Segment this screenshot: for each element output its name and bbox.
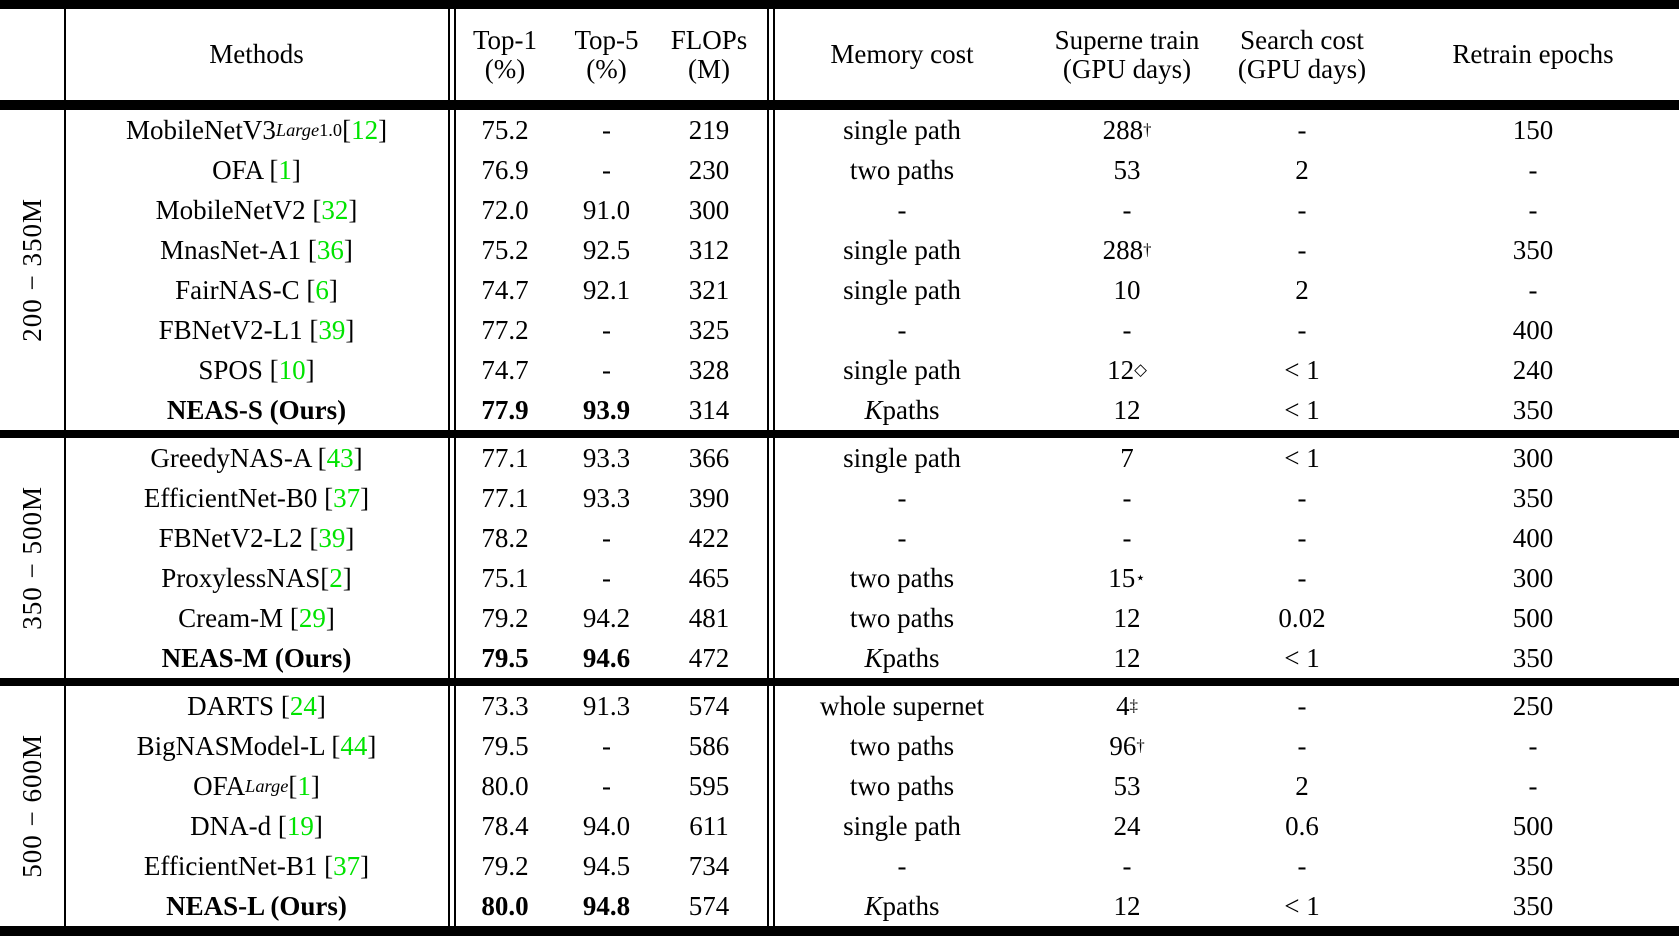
search-cost-cell: 0.02 (1278, 602, 1326, 633)
flops-cell: 611 (689, 810, 729, 841)
supernet-train-cell: 12 ◇ (1107, 354, 1147, 385)
retrain-epochs-cell: 350 (1512, 482, 1554, 513)
retrain-epochs-cell: 350 (1512, 850, 1554, 881)
supernet-train-cell: 53 (1113, 154, 1141, 185)
retrain-epochs-cell: 400 (1512, 522, 1554, 553)
search-cost-cell: - (1297, 730, 1307, 761)
header-search-line2: (GPU days) (1237, 53, 1367, 84)
citation-link[interactable]: 44 (340, 730, 368, 761)
search-cost-cell: - (1297, 194, 1307, 225)
header-retrain-epochs: Retrain epochs (1452, 39, 1614, 70)
header-separator-rule (0, 100, 1679, 110)
method-cell: FairNAS-C [ 6 ] (175, 274, 338, 305)
group-double-rule-2 (767, 110, 775, 430)
memory-cost-cell: single path (843, 114, 961, 145)
supernet-train-cell: - (1122, 522, 1132, 553)
flops-cell: 574 (688, 690, 730, 721)
search-cost-cell: 2 (1295, 154, 1309, 185)
supernet-train-cell: - (1122, 850, 1132, 881)
flops-cell: 734 (688, 850, 730, 881)
header-top5 (554, 9, 659, 100)
method-cell: MobileNetV3 Large1.0 [ 12 ] (125, 114, 388, 145)
flops-cell: 328 (688, 354, 730, 385)
supernet-train-cell: 12 (1113, 890, 1141, 921)
retrain-epochs-cell: 400 (1512, 314, 1554, 345)
supernet-train-cell: 288 † (1102, 234, 1152, 265)
top5-cell: - (602, 314, 611, 345)
search-cost-cell: 2 (1295, 770, 1309, 801)
search-cost-cell: < 1 (1284, 394, 1320, 425)
method-cell: MnasNet-A1 [ 36 ] (160, 234, 353, 265)
group-double-rule-2 (767, 686, 775, 926)
header-top1-line1: Top-1 (472, 25, 538, 56)
supernet-train-cell: 10 (1113, 274, 1141, 305)
flops-cell: 586 (688, 730, 730, 761)
method-cell: BigNASModel-L [ 44 ] (136, 730, 377, 761)
memory-cost-cell: two paths (849, 770, 955, 801)
method-cell: FBNetV2-L1 [ 39 ] (158, 314, 355, 345)
top5-cell: 93.9 (582, 394, 631, 425)
search-cost-cell: < 1 (1284, 642, 1320, 673)
retrain-epochs-cell: 150 (1512, 114, 1554, 145)
group-label (0, 110, 65, 430)
memory-cost-cell: K paths (864, 394, 940, 425)
top5-cell: 94.6 (582, 642, 631, 673)
group-label-text: 350 − 500M (17, 486, 48, 630)
group-separator-rule (0, 430, 1679, 438)
top1-cell: 80.0 (481, 770, 529, 801)
top1-cell: 78.2 (481, 522, 529, 553)
method-cell: FBNetV2-L2 [ 39 ] (158, 522, 355, 553)
flops-cell: 422 (688, 522, 730, 553)
citation-link[interactable]: 10 (278, 354, 306, 385)
top1-cell: 75.2 (481, 114, 529, 145)
flops-cell: 390 (688, 482, 730, 513)
retrain-epochs-cell: 350 (1512, 890, 1554, 921)
supernet-train-cell: 96 † (1109, 730, 1145, 761)
search-cost-cell: - (1297, 314, 1307, 345)
top1-cell: 77.9 (481, 394, 529, 425)
header-flops-line2: (M) (688, 53, 730, 84)
header-double-rule-2 (767, 9, 775, 100)
flops-cell: 314 (688, 394, 730, 425)
supernet-train-cell: 24 (1113, 810, 1141, 841)
search-cost-cell: < 1 (1284, 890, 1320, 921)
retrain-epochs-cell: 300 (1512, 562, 1554, 593)
citation-link[interactable]: 32 (321, 194, 349, 225)
header-vertical-rule (64, 9, 66, 100)
flops-cell: 472 (688, 642, 730, 673)
top1-cell: 79.5 (481, 730, 529, 761)
header-methods: Methods (209, 39, 304, 70)
table-group (0, 110, 1679, 430)
search-cost-cell: - (1297, 482, 1307, 513)
search-cost-cell: - (1297, 562, 1307, 593)
search-cost-cell: - (1297, 850, 1307, 881)
memory-cost-cell: - (897, 194, 907, 225)
header-search-line1: Search cost (1240, 25, 1364, 56)
citation-link[interactable]: 37 (333, 482, 361, 513)
method-cell: DNA-d [ 19 ] (190, 810, 323, 841)
table-group (0, 438, 1679, 678)
retrain-epochs-cell: - (1528, 730, 1538, 761)
citation-link[interactable]: 2 (329, 562, 343, 593)
supernet-train-cell: 12 (1113, 642, 1141, 673)
flops-cell: 300 (688, 194, 730, 225)
group-label (0, 686, 65, 926)
group-label-text: 500 − 600M (17, 734, 48, 878)
top5-cell: - (602, 522, 611, 553)
memory-cost-cell: K paths (864, 890, 940, 921)
flops-cell: 219 (688, 114, 730, 145)
top5-cell: - (602, 354, 611, 385)
supernet-train-cell: - (1122, 482, 1132, 513)
top1-cell: 79.5 (481, 642, 529, 673)
supernet-train-cell: 288 † (1102, 114, 1152, 145)
header-supernet-line1: Superne train (1054, 25, 1200, 56)
flops-cell: 325 (688, 314, 730, 345)
supernet-train-cell: 7 (1120, 442, 1134, 473)
flops-cell: 230 (688, 154, 730, 185)
method-cell: EfficientNet-B0 [ 37 ] (143, 482, 370, 513)
header-supernet-train (1037, 9, 1217, 100)
citation-link[interactable]: 43 (326, 442, 354, 473)
top5-cell: 91.3 (582, 690, 631, 721)
method-cell: DARTS [ 24 ] (187, 690, 326, 721)
bottom-rule (0, 926, 1679, 936)
retrain-epochs-cell: - (1528, 154, 1538, 185)
group-double-rule-1 (448, 686, 456, 926)
group-label-text: 200 − 350M (17, 198, 48, 342)
header-flops-line1: FLOPs (670, 25, 748, 56)
method-cell: MobileNetV2 [ 32 ] (155, 194, 358, 225)
supernet-train-cell: - (1122, 314, 1132, 345)
group-label (0, 438, 65, 678)
search-cost-cell: < 1 (1284, 354, 1320, 385)
retrain-epochs-cell: 350 (1512, 394, 1554, 425)
flops-cell: 595 (688, 770, 730, 801)
group-double-rule-1 (448, 110, 456, 430)
top5-cell: - (602, 730, 611, 761)
retrain-epochs-cell: - (1528, 770, 1538, 801)
top1-cell: 74.7 (481, 274, 529, 305)
table-body (0, 110, 1679, 926)
retrain-epochs-cell: 500 (1512, 602, 1554, 633)
method-cell: ProxylessNAS[ 2 ] (161, 562, 352, 593)
top1-cell: 75.2 (481, 234, 529, 265)
search-cost-cell: - (1297, 234, 1307, 265)
retrain-epochs-cell: - (1528, 194, 1538, 225)
top5-cell: - (602, 770, 611, 801)
top5-cell: 91.0 (582, 194, 631, 225)
header-top1-line2: (%) (484, 53, 526, 84)
supernet-train-cell: 12 (1113, 602, 1141, 633)
supernet-train-cell: 53 (1113, 770, 1141, 801)
method-cell: EfficientNet-B1 [ 37 ] (143, 850, 370, 881)
memory-cost-cell: single path (843, 234, 961, 265)
memory-cost-cell: two paths (849, 154, 955, 185)
search-cost-cell: - (1297, 114, 1307, 145)
top1-cell: 80.0 (481, 890, 529, 921)
flops-cell: 366 (688, 442, 730, 473)
citation-link[interactable]: 12 (351, 114, 379, 145)
memory-cost-cell: - (897, 522, 907, 553)
citation-link[interactable]: 29 (298, 602, 326, 633)
flops-cell: 574 (688, 890, 730, 921)
retrain-epochs-cell: 350 (1512, 234, 1554, 265)
group-vertical-rule (64, 438, 66, 678)
top1-cell: 79.2 (481, 602, 529, 633)
group-separator-rule (0, 678, 1679, 686)
top1-cell: 77.1 (481, 482, 529, 513)
citation-link[interactable]: 36 (316, 234, 344, 265)
method-cell: OFA [ 1 ] (212, 154, 301, 185)
method-cell: OFA Large [ 1 ] (193, 770, 320, 801)
header-search-cost (1217, 9, 1387, 100)
citation-link[interactable]: 39 (318, 522, 346, 553)
top-rule (0, 0, 1679, 9)
top5-cell: - (602, 154, 611, 185)
search-cost-cell: < 1 (1284, 442, 1320, 473)
header-supernet-line2: (GPU days) (1062, 53, 1192, 84)
table-group (0, 686, 1679, 926)
flops-cell: 465 (688, 562, 730, 593)
retrain-epochs-cell: - (1528, 274, 1538, 305)
memory-cost-cell: K paths (864, 642, 940, 673)
top1-cell: 79.2 (481, 850, 529, 881)
method-cell: NEAS-L (Ours) (166, 890, 347, 921)
group-vertical-rule (64, 686, 66, 926)
flops-cell: 321 (688, 274, 730, 305)
top5-cell: 94.2 (582, 602, 631, 633)
memory-cost-cell: two paths (849, 562, 955, 593)
retrain-epochs-cell: 350 (1512, 642, 1554, 673)
top5-cell: 94.5 (582, 850, 631, 881)
search-cost-cell: - (1297, 522, 1307, 553)
header-double-rule-1 (448, 9, 456, 100)
top5-cell: 93.3 (582, 442, 631, 473)
table-header (0, 9, 1679, 100)
top5-cell: 93.3 (582, 482, 631, 513)
header-top5-line2: (%) (586, 53, 627, 84)
top5-cell: 94.8 (582, 890, 631, 921)
top1-cell: 77.2 (481, 314, 529, 345)
flops-cell: 481 (688, 602, 730, 633)
flops-cell: 312 (688, 234, 730, 265)
group-vertical-rule (64, 110, 66, 430)
citation-link[interactable]: 37 (333, 850, 361, 881)
group-double-rule-1 (448, 438, 456, 678)
memory-cost-cell: - (897, 850, 907, 881)
memory-cost-cell: single path (843, 274, 961, 305)
memory-cost-cell: single path (843, 354, 961, 385)
retrain-epochs-cell: 500 (1512, 810, 1554, 841)
citation-link[interactable]: 1 (297, 770, 311, 801)
citation-link[interactable]: 19 (286, 810, 314, 841)
method-cell: Cream-M [ 29 ] (178, 602, 335, 633)
memory-cost-cell: two paths (849, 602, 955, 633)
top1-cell: 75.1 (481, 562, 529, 593)
search-cost-cell: 2 (1295, 274, 1309, 305)
citation-link[interactable]: 6 (315, 274, 329, 305)
search-cost-cell: - (1297, 690, 1307, 721)
top1-cell: 76.9 (481, 154, 529, 185)
retrain-epochs-cell: 240 (1512, 354, 1554, 385)
top5-cell: - (602, 114, 611, 145)
top1-cell: 73.3 (481, 690, 529, 721)
citation-link[interactable]: 24 (289, 690, 317, 721)
method-cell: GreedyNAS-A [ 43 ] (150, 442, 363, 473)
search-cost-cell: 0.6 (1285, 810, 1319, 841)
memory-cost-cell: - (897, 482, 907, 513)
group-double-rule-2 (767, 438, 775, 678)
method-cell: NEAS-M (Ours) (161, 642, 352, 673)
top1-cell: 77.1 (481, 442, 529, 473)
top5-cell: - (602, 562, 611, 593)
top5-cell: 92.5 (582, 234, 631, 265)
memory-cost-cell: single path (843, 442, 961, 473)
top1-cell: 72.0 (481, 194, 529, 225)
supernet-train-cell: 12 (1113, 394, 1141, 425)
top5-cell: 92.1 (582, 274, 631, 305)
top1-cell: 74.7 (481, 354, 529, 385)
method-cell: SPOS [ 10 ] (198, 354, 315, 385)
memory-cost-cell: single path (843, 810, 961, 841)
memory-cost-cell: - (897, 314, 907, 345)
method-cell: NEAS-S (Ours) (166, 394, 347, 425)
memory-cost-cell: whole supernet (819, 690, 985, 721)
supernet-train-cell: 15 ⋆ (1108, 562, 1146, 593)
header-flops (659, 9, 759, 100)
citation-link[interactable]: 1 (278, 154, 292, 185)
header-memory-cost: Memory cost (830, 39, 974, 70)
header-top5-line1: Top-5 (574, 25, 639, 56)
citation-link[interactable]: 39 (318, 314, 346, 345)
retrain-epochs-cell: 250 (1512, 690, 1554, 721)
memory-cost-cell: two paths (849, 730, 955, 761)
header-top1 (456, 9, 554, 100)
supernet-train-cell: 4 ‡ (1116, 690, 1138, 721)
retrain-epochs-cell: 300 (1512, 442, 1554, 473)
supernet-train-cell: - (1122, 194, 1132, 225)
top5-cell: 94.0 (582, 810, 631, 841)
top1-cell: 78.4 (481, 810, 529, 841)
